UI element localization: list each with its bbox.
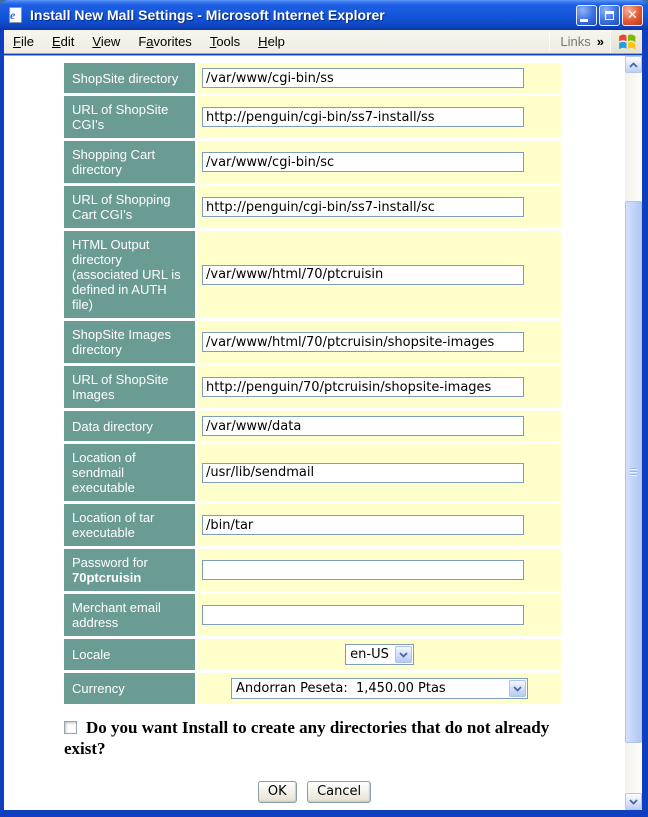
field-label: HTML Output directory (associated URL is defined in AUTH file) bbox=[64, 231, 195, 318]
table-row bbox=[64, 96, 561, 138]
field-label: Password for 70ptcruisin bbox=[64, 549, 195, 591]
cancel-button[interactable]: Cancel bbox=[307, 781, 371, 803]
close-icon: ✕ bbox=[627, 7, 638, 23]
menu-favorites[interactable]: Favorites bbox=[138, 34, 192, 49]
menu-help[interactable]: Help bbox=[258, 34, 285, 49]
shopping-cart-directory-input[interactable] bbox=[202, 152, 524, 172]
window-title: Install New Mall Settings - Microsoft Internet Explorer bbox=[30, 7, 385, 23]
table-row bbox=[64, 504, 561, 546]
create-directories-checkbox[interactable] bbox=[64, 721, 77, 734]
links-label: Links bbox=[560, 34, 591, 49]
table-row bbox=[64, 321, 561, 363]
content-area bbox=[4, 55, 642, 810]
field-label: ShopSite Images directory bbox=[64, 321, 195, 363]
windows-logo-icon bbox=[616, 31, 638, 53]
chevron-down-icon bbox=[629, 799, 638, 805]
password-input[interactable] bbox=[202, 560, 524, 580]
table-row bbox=[64, 411, 561, 441]
table-row bbox=[64, 639, 561, 670]
scroll-up-button[interactable] bbox=[625, 56, 642, 73]
create-directories-question bbox=[64, 717, 580, 759]
field-label: URL of Shopping Cart CGI's bbox=[64, 186, 195, 228]
table-row bbox=[64, 231, 561, 318]
field-label: Currency bbox=[64, 673, 195, 704]
vertical-scrollbar[interactable] bbox=[625, 56, 642, 810]
shopsite-directory-input[interactable] bbox=[202, 68, 524, 88]
chevron-up-icon bbox=[629, 62, 638, 68]
table-row bbox=[64, 594, 561, 636]
chevron-down-icon[interactable] bbox=[509, 680, 526, 697]
minimize-icon bbox=[580, 19, 588, 22]
chevron-down-icon[interactable] bbox=[395, 646, 412, 663]
create-directories-label: Do you want Install to create any directories that do not already exist? bbox=[64, 718, 550, 758]
menu-tools[interactable]: Tools bbox=[209, 34, 241, 49]
links-toolbar[interactable] bbox=[550, 30, 610, 53]
button-row bbox=[4, 781, 625, 803]
ok-button[interactable]: OK bbox=[258, 781, 297, 803]
shopping-cart-cgi-url-input[interactable] bbox=[202, 197, 524, 217]
chevron-more-icon[interactable]: » bbox=[596, 34, 604, 49]
maximize-button[interactable] bbox=[599, 5, 620, 26]
locale-select[interactable]: en-US bbox=[345, 644, 414, 665]
field-label: Shopping Cart directory bbox=[64, 141, 195, 183]
field-label: Location of sendmail executable bbox=[64, 444, 195, 501]
table-row bbox=[64, 673, 561, 704]
table-row bbox=[64, 549, 561, 591]
field-label: URL of ShopSite Images bbox=[64, 366, 195, 408]
windows-logo-pane bbox=[610, 30, 642, 53]
store-id-label: 70ptcruisin bbox=[72, 570, 142, 585]
table-row bbox=[64, 63, 561, 93]
maximize-icon bbox=[605, 11, 614, 20]
minimize-button[interactable] bbox=[576, 5, 597, 26]
field-label: Location of tar executable bbox=[64, 504, 195, 546]
table-row bbox=[64, 444, 561, 501]
menu-view[interactable]: View bbox=[92, 34, 121, 49]
sendmail-location-input[interactable] bbox=[202, 463, 524, 483]
settings-table bbox=[61, 60, 564, 707]
field-label: Locale bbox=[64, 639, 195, 670]
menu-edit[interactable]: Edit bbox=[51, 34, 75, 49]
data-directory-input[interactable] bbox=[202, 416, 524, 436]
title-bar bbox=[0, 0, 648, 30]
menu-file[interactable]: File bbox=[13, 34, 34, 49]
html-output-directory-input[interactable] bbox=[202, 265, 524, 285]
scroll-down-button[interactable] bbox=[625, 793, 642, 810]
merchant-email-input[interactable] bbox=[202, 605, 524, 625]
install-settings-page bbox=[4, 56, 625, 810]
scrollbar-gripper-icon bbox=[630, 468, 637, 476]
field-label: Data directory bbox=[64, 411, 195, 441]
field-label: ShopSite directory bbox=[64, 63, 195, 93]
shopsite-images-directory-input[interactable] bbox=[202, 332, 524, 352]
close-button[interactable] bbox=[622, 5, 643, 26]
table-row bbox=[64, 141, 561, 183]
table-row bbox=[64, 366, 561, 408]
table-row bbox=[64, 186, 561, 228]
shopsite-cgi-url-input[interactable] bbox=[202, 107, 524, 127]
tar-location-input[interactable] bbox=[202, 515, 524, 535]
currency-select[interactable]: Andorran Peseta: 1,450.00 Ptas bbox=[231, 678, 528, 699]
scrollbar-thumb[interactable] bbox=[625, 201, 642, 743]
field-label: Merchant email address bbox=[64, 594, 195, 636]
menu-bar bbox=[4, 30, 642, 54]
field-label: URL of ShopSite CGI's bbox=[64, 96, 195, 138]
shopsite-images-url-input[interactable] bbox=[202, 377, 524, 397]
ie-page-icon: e bbox=[7, 7, 24, 24]
